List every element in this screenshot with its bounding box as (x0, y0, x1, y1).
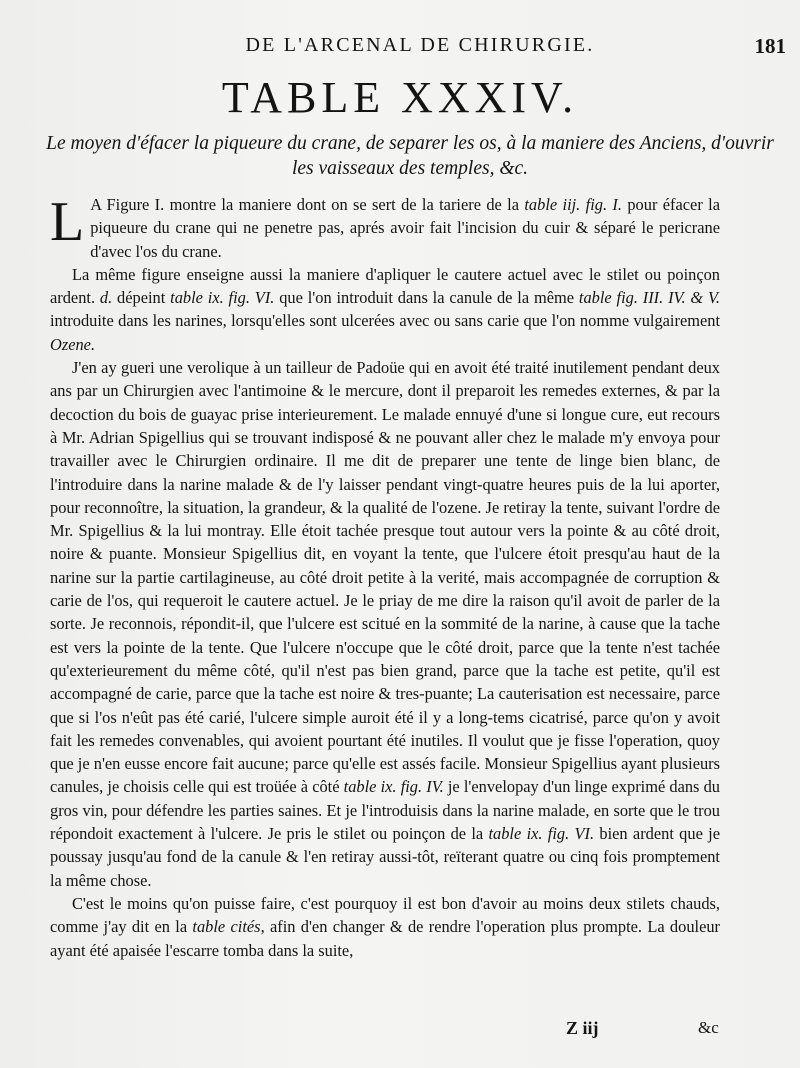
p4-text-a: C'est le moins qu'on puisse faire, c'est pourquoy il est bon d'avoir au moins deux stilets chauds, comme j'ay dit en la (50, 893, 720, 937)
plate-title: TABLE XXXIV. (221, 73, 579, 122)
p2-text-b: dépeint (112, 288, 171, 308)
p3-text-c: bien ardent que je poussay jusqu'au fond de la canule & l'en retiray aussi-tôt, reïterant quatre ou cinq fois promptement la même chose. (50, 824, 720, 890)
p2-plate-reference-1: table ix. fig. VI. (170, 288, 275, 308)
p3-text-a: J'en ay gueri une verolique à un tailleur de Padoüe qui en avoit été traité inutilement pendant deux ans par un Chirurgien avec l'antimoine & le mercure, dont il preparoit les remedes externes, & par la decoction du bois de guayac prise interieurement. Le malade ennuyé d'une si longue cure, eut recours à Mr. Adrian Spigellius qui se trouvant indisposé & ne pouvant aller chez le malade m'y envoya pour travailler avec le Chirurgien ordinaire. Il me dit de preparer une tente de linge bien blanc, de l'introduire dans la narine malade & de l'y laisser pendant vingt-quatre heures puis de la lui aporter, pour reconnoître, la situation, la grandeur, & la qualité de l'ozene. Je retiray la tente, suivant l'ordre de Mr. Spigellius & la lui montray. Elle étoit tachée presque tout autour vers la pointe & au côté droit, noire & puante. Monsieur Spigellius dit, en voyant la tente, que l'ulcere étoit presqu'au haut de la narine sur la partie cartilagineuse, au côté droit petite à la verité, mais accompagnée de corruption & carie de l'os, qui requeroit le cautere actuel. Je le priay de me dire la raison qu'il avoit de parler de la sorte. Je reconnois, répondit-il, que l'ulcere est scitué en la sommité de la narine, à cause que la tache est vers la pointe de la tente. Que l'ulcere n'occupe que le côté droit, parce que la tente n'est tachée qu'exterieurement du même côté, qu'il n'est pas bien grand, parce que la tache est petite, qu'il est accompagné de carie, parce que la tache est noire & tres-puante; La cauterisation est necessaire, parce que si l'os n'eût pas été carié, l'ulcere simple auroit été il y a long-tems cicatrisé, parce qu'on y avoit fait les remedes convenables, qui avoient pourtant été inutiles. Il voulut que je fisse l'operation, quoy que je n'en eusse encore fait aucune; parce qu'elle est assés facile. Monsieur Spigellius ayant plusieurs canules, je choisis celle qui est troüée à côté (50, 358, 720, 797)
p1-text-b: pour éfacer la piqueure du crane qui ne penetre pas, aprés avoir fait l'incision du cuir & séparé le pericrane d'avec l'os du crane. (90, 195, 720, 261)
paragraph-2 (50, 263, 720, 356)
p2-text-e: introduite dans les narines, lorsqu'elles sont ulcerées avec ou sans carie que l'on nomme vulgairement (50, 311, 720, 331)
p1-plate-reference: table iij. fig. I. (524, 195, 622, 214)
paragraph-4 (50, 892, 720, 962)
p2-plate-reference-2: table fig. III. IV. & V. (578, 288, 720, 308)
p1-text-a: A Figure I. montre la maniere dont on se sert de la tariere de la (90, 195, 525, 214)
plate-subtitle: Le moyen d'éfacer la piqueure du crane, de separer les os, à la maniere des Anciens, d'ouvrir les vaisseaux des temples, &c. (46, 133, 774, 179)
p4-plate-reference: table cités (192, 917, 261, 937)
p4-text-b: , afin d'en changer & de rendre l'operation plus prompte. La douleur ayant été apaisée l'escarre tomba dans la suite, (50, 917, 720, 960)
p3-text-b: je l'envelopay d'un linge exprimé dans du gros vin, pour défendre les parties saines. Et je l'introduisis dans la narine malade, en sorte que le trou répondoit exactement à l'ulcere. Je pris le stilet ou poinçon de la (50, 777, 720, 844)
page-number: 181 (754, 34, 786, 58)
body-text (50, 193, 720, 962)
signature-mark: Z iij (566, 1018, 599, 1038)
p2-text-c: que l'on introduit dans la canule de la même (274, 288, 579, 308)
catchword: &c (698, 1018, 719, 1037)
p2-text-a: La même figure enseigne aussi la maniere d'apliquer le cautere actuel avec le stilet ou poinçon ardent. (50, 264, 720, 308)
p2-figure-letter: d. (99, 288, 113, 308)
running-head: DE L'ARCENAL DE CHIRURGIE. (245, 34, 595, 56)
p2-term-ozene: Ozene. (50, 334, 96, 354)
drop-cap: L (50, 191, 85, 253)
paragraph-3 (50, 356, 720, 892)
paragraph-1 (50, 193, 720, 263)
p3-plate-reference-2: table ix. fig. VI. (488, 824, 595, 844)
p3-plate-reference-1: table ix. fig. IV. (343, 777, 444, 797)
